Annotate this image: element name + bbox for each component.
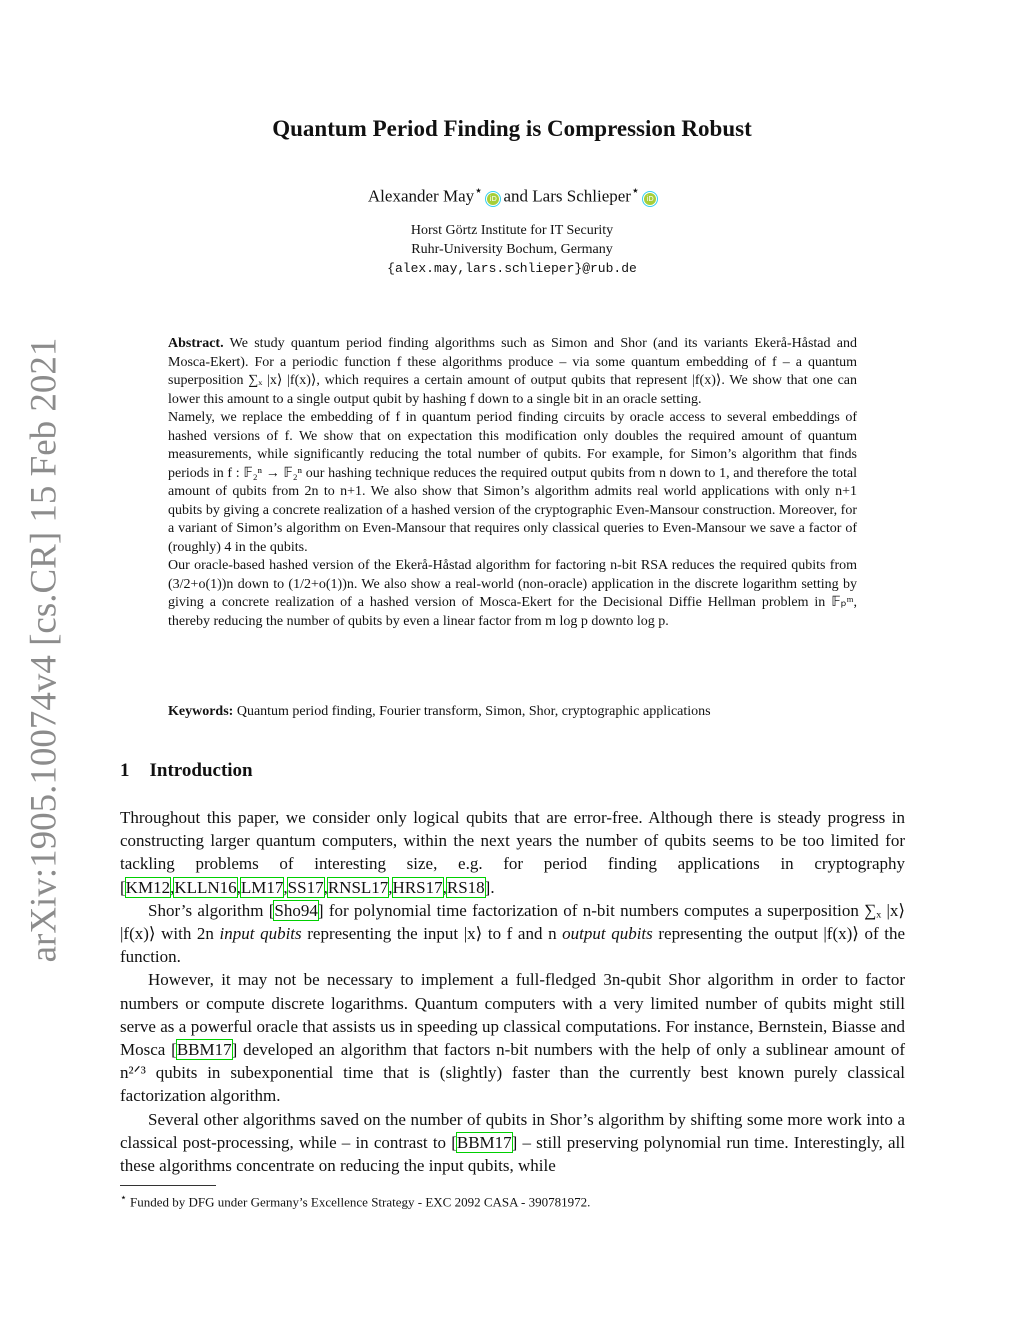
abstract: [168, 335, 857, 631]
body-text-run: Shor’s algorithm [: [148, 900, 275, 920]
citation-link[interactable]: BBM17: [176, 1040, 232, 1060]
author-line: [0, 183, 1024, 207]
citation-link[interactable]: KM12: [125, 877, 171, 897]
keywords-label: Keywords:: [168, 704, 234, 719]
affiliation-university: Ruhr-University Bochum, Germany: [411, 242, 613, 257]
body-text-run: ] for polynomial time factorization of n-bit numbers computes a superposition ∑ₓ |x⟩ |f(x)⟩ with 2n: [120, 900, 905, 944]
footnote-text: Funded by DFG under Germany’s Excellence Strategy - EXC 2092 CASA - 390781972.: [130, 1194, 591, 1210]
orcid-icon[interactable]: iD: [487, 193, 499, 205]
body-text-run: However, it may not be necessary to implement a full-fledged 3n-qubit Shor algorithm in order to factor numbers or compute discrete logarithms. Quantum computers with a very limited number of qubits might still serve as a powerful oracle that assists us in speeding up classical computations. For instance, Bernstein, Biasse and Mosca [: [120, 970, 905, 1060]
abstract-paragraph: Namely, we replace the embedding of f in quantum period finding circuits by oracle access to several embeddings of hashed versions of f. We show that on expectation this modification only doubles the required amount of quantum measurements, while significantly reducing the total number of qubits. For example, for Simon’s algorithm that finds periods in f : 𝔽₂ⁿ → 𝔽₂ⁿ our hashing technique reduces the required output qubits from n down to 1, and therefore the total amount of qubits from 2n to n+1. We also show that Simon’s algorithm admits real world applications with only n+1 qubits by giving a concrete realization of a hashed version of the cryptographic Even-Mansour construction. Moreover, for a variant of Simon’s algorithm on Even-Mansour that requires only classical queries to Even-Mansour we save a factor of (roughly) 4 in the qubits.: [168, 410, 857, 555]
body-text: [120, 806, 905, 1177]
section-heading: [120, 760, 253, 782]
body-text-run: ] developed an algorithm that factors n-bit numbers with the help of only a sublinear amount of n²ᐟ³ qubits in subexponential time that is (slightly) faster than the currently best known purely classical factorization algorithm.: [120, 1040, 906, 1106]
footnote: [120, 1191, 590, 1210]
author-mark: ⋆: [474, 183, 483, 199]
body-text-run: representing the output |f(x)⟩ of the function.: [120, 924, 906, 967]
author-schlieper: Lars Schlieper: [532, 186, 631, 206]
emphasis: input qubits: [219, 924, 302, 944]
body-text-run: Throughout this paper, we consider only logical qubits that are error-free. Although there is steady progress in constructing larger quantum computers, within the next years the number of qubits seems to be too limited for tackling problems of interesting size, e.g. for period finding applications in cryptography [: [120, 808, 905, 897]
footnote-mark: ⋆: [120, 1192, 127, 1204]
keywords-text: Quantum period finding, Fourier transform, Simon, Shor, cryptographic applications: [236, 704, 711, 719]
emphasis: output qubits: [562, 924, 653, 944]
body-text-run: ] – still preserving polynomial run time. Interestingly, all these algorithms concentrate on reducing the input qubits, while: [120, 1132, 905, 1176]
section-title: Introduction: [149, 760, 253, 781]
body-text-run: representing the input |x⟩ to f and n: [301, 924, 563, 944]
citation-link[interactable]: BBM17: [456, 1132, 512, 1152]
arxiv-id: arXiv:1905.10074v4 [cs.CR] 15 Feb 2021: [23, 337, 65, 963]
citation-link[interactable]: SS17: [287, 877, 324, 897]
body-paragraph: Throughout this paper, we consider only logical qubits that are error-free. Although there is steady progress in constructing larger quantum computers, within the next years the number of qubits seems to be too limited for tackling problems of interesting size, e.g. for period finding applications in cryptography [KM12,KLLN16,LM17,SS17,RNSL17,HRS17,RS18].: [120, 808, 905, 897]
abstract-label: Abstract.: [168, 336, 224, 351]
citation-link[interactable]: KLLN16: [174, 877, 237, 897]
keywords: [168, 704, 857, 720]
orcid-icon[interactable]: iD: [644, 193, 656, 205]
citation-link[interactable]: LM17: [240, 877, 284, 897]
affiliation-institute: Horst Görtz Institute for IT Security: [410, 223, 614, 238]
abstract-text: We study quantum period finding algorithms such as Simon and Shor (and its variants Ekerå-Håstad and Mosca-Ekert). For a periodic function f these algorithms produce – via some quantum embedding of f – a quantum superposition ∑ₓ |x⟩ |f(x)⟩, which requires a certain amount of output qubits that represent |f(x)⟩. We show that one can lower this amount to a single output qubit by hashing f down to a single bit in an oracle setting.: [168, 336, 857, 407]
author-emails: {alex.may,lars.schlieper}@rub.de: [387, 261, 637, 276]
section-number: 1: [120, 760, 130, 781]
paper-title: Quantum Period Finding is Compression Robust: [272, 116, 752, 141]
author-mark: ⋆: [630, 183, 640, 199]
footnote-rule: [120, 1185, 216, 1186]
citation-link[interactable]: Sho94: [274, 900, 318, 920]
author-may: Alexander May: [367, 186, 475, 206]
author-separator: and: [503, 186, 529, 206]
affiliation: [0, 221, 1024, 278]
abstract-paragraph: [168, 335, 857, 409]
body-text-run: Several other algorithms saved on the number of qubits in Shor’s algorithm by shifting some more work into a classical post-processing, while – in contrast to [: [120, 1109, 905, 1152]
citation-link[interactable]: RNSL17: [327, 877, 389, 897]
abstract-paragraph: Our oracle-based hashed version of the Ekerå-Håstad algorithm for factoring n-bit RSA reduces the required qubits from (3/2+o(1))n down to (1/2+o(1))n. We also show a real-world (non-oracle) application in the discrete logarithm setting by giving a concrete realization of a hashed version of Mosca-Ekert for the Decisional Diffie Hellman problem in 𝔽ₚᵐ, thereby reducing the number of qubits by even a linear factor from m log p downto log p.: [168, 558, 857, 629]
body-text-run: ].: [484, 877, 495, 897]
body-paragraph: [120, 968, 905, 1107]
body-paragraph: [120, 1108, 905, 1178]
citation-link[interactable]: HRS17: [392, 877, 443, 897]
body-paragraph: [120, 899, 905, 969]
citation-link[interactable]: RS18: [446, 877, 485, 897]
arxiv-sidebar-stamp: [22, 337, 66, 963]
